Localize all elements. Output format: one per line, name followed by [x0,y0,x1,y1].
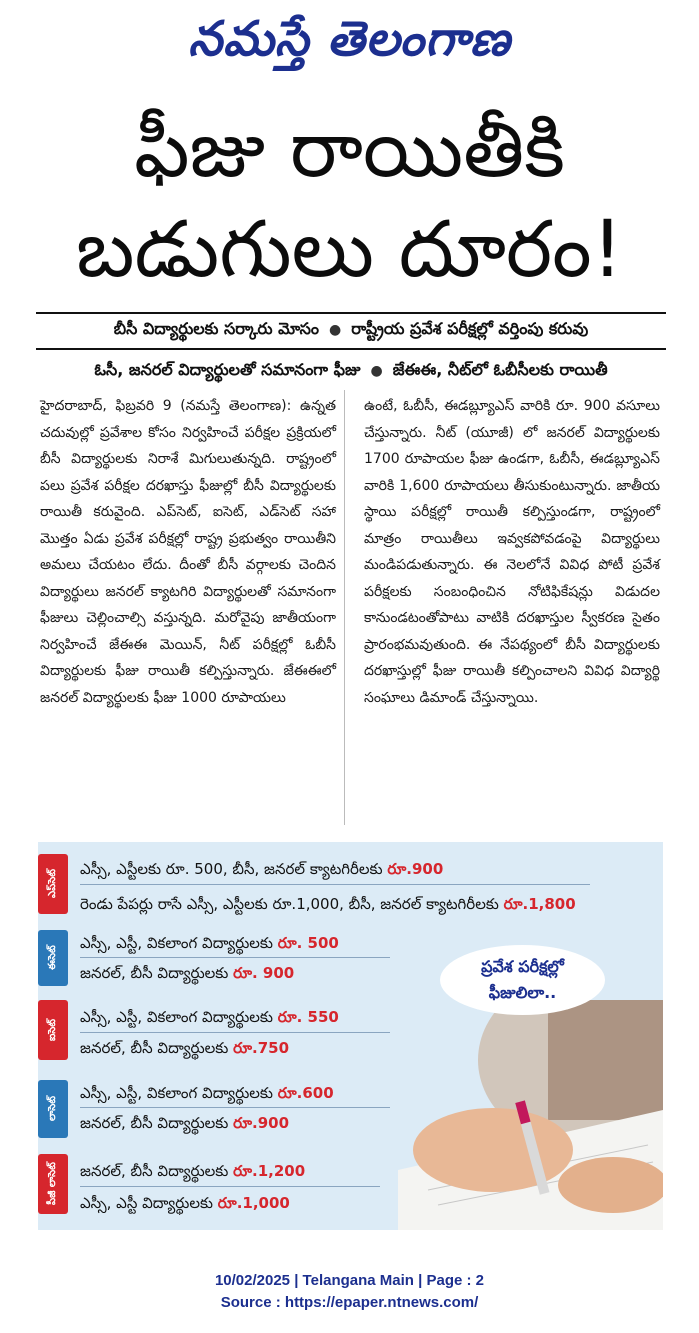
fee-line [80,1006,339,1028]
fees-callout [440,945,605,1015]
article-column-2: ఉంటే, ఓబీసీ, ఈడబ్ల్యూఎస్ వారికి రూ. 900 వసూలు చేస్తున్నారు. నీట్ (యూజీ) లో జనరల్ విద్యార్థులకు 1700 రూపాయల ఫీజు ఉండగా, ఓబీసీ, ఈడబ్ల్యూఎస్ వారికి 1,600 రూపాయలు తీసుకుంటున్నారు. జాతీయ స్థాయి పరీక్షల్లో రాయితీ కల్పిస్తుండగా, రాష్ట్రంలో మాత్రం రాయితీలు ఇవ్వకపోవడంపై విద్యార్థులు మండిపడుతున్నారు. ఈ నెలలోనే వివిధ పోటీ ప్రవేశ పరీక్షలకు సంబంధించిన నోటిఫికేషన్లు విడుదల కానుండటంతోపాటు వాటికి దరఖాస్తుల స్వీకరణ సైతం ప్రారంభమవుతుంది. ఈ నేపథ్యంలో బీసీ విద్యార్థులకు దరఖాస్తుల్లో ఫీజు రాయితీ కల్పించాలని వివిధ విద్యార్థి సంఘాలు డిమాండ్ చేస్తున్నాయి. [364,398,660,706]
fee-block-label: పీజీ లాసెట్ [38,1154,68,1214]
fee-line [80,1112,289,1134]
fee-block-eapcet [38,842,663,922]
fee-amount: రూ.600 [277,1084,334,1102]
article-body [40,393,660,823]
fee-line-text: రెండు పేపర్లు రాసే ఎస్సీ, ఎస్టీలకు రూ.1,000, బీసీ, జనరల్ క్యాటగిరీలకు [80,895,504,913]
fee-line [80,858,443,880]
footer-date-page: 10/02/2025 | Telangana Main | Page : 2 [214,1272,485,1289]
fee-line [80,893,576,915]
headline-line-2: బడుగులు దూరం! [76,205,623,295]
fee-line-text: ఎస్సీ, ఎస్టీ, వికలాంగ విద్యార్థులకు [80,1008,278,1026]
fee-line-text: ఎస్సీ, ఎస్టీలకు రూ. 500, బీసీ, జనరల్ క్యాటగిరీలకు [80,860,388,878]
fee-amount: రూ.1,800 [503,895,576,913]
fee-amount: రూ.750 [233,1039,290,1057]
fee-line-text: జనరల్, బీసీ విద్యార్థులకు [80,964,234,982]
fee-line-text: ఎస్సీ, ఎస్టీ విద్యార్థులకు [80,1194,218,1212]
fee-block-label: లాసెట్ [38,1080,68,1138]
fee-amount: రూ. 900 [233,964,295,982]
headline-line-1: ఫీజు రాయితీకి [134,105,565,195]
subheadline-1 [36,313,666,347]
divider-rule [36,348,666,350]
subheadline-2-left: ఓసీ, జనరల్ విద్యార్థులతో సమానంగా ఫీజు [94,359,361,379]
fee-line [80,932,339,954]
fee-line [80,1037,289,1059]
footer-source-link[interactable]: Source : https://epaper.ntnews.com/ [220,1294,479,1311]
callout-line-2: ఫీజులిలా.. [488,983,557,1002]
headline [20,100,679,300]
fee-line-text: ఎస్సీ, ఎస్టీ, వికలాంగ విద్యార్థులకు [80,934,278,952]
fee-amount: రూ.900 [233,1114,290,1132]
fee-amount: రూ.1,000 [217,1194,290,1212]
masthead-logo: నమస్తే తెలంగాణ [188,11,511,67]
fee-separator [80,1186,380,1187]
bullet-icon: ● [329,322,342,338]
subheadline-2 [36,354,666,388]
fee-block-label: ఈసెట్ [38,930,68,986]
student-writing-photo [398,1000,663,1230]
fee-line [80,1192,290,1214]
fee-line [80,1160,305,1182]
fee-separator [80,1107,390,1108]
fee-amount: రూ.900 [387,860,444,878]
fee-separator [80,957,390,958]
fee-separator [80,1032,390,1033]
subheadline-1-right: రాష్ట్రీయ ప్రవేశ పరీక్షల్లో వర్తింపు కరువు [351,318,589,338]
subheadline-2-right: జేఈఈ, నీట్‌లో ఓబీసీలకు రాయితీ [392,359,608,379]
fee-line [80,962,294,984]
subheadline-1-left: బీసీ విద్యార్థులకు సర్కారు మోసం [113,318,320,338]
fee-block-label: ఎప్‌సెట్ [38,854,68,914]
fee-block-label: ఐసెట్ [38,1000,68,1060]
fee-amount: రూ. 550 [277,1008,339,1026]
fee-separator [80,884,590,885]
fee-amount: రూ. 500 [277,934,339,952]
fee-amount: రూ.1,200 [233,1162,306,1180]
fee-line-text: జనరల్, బీసీ విద్యార్థులకు [80,1162,234,1180]
fee-line-text: ఎస్సీ, ఎస్టీ, వికలాంగ విద్యార్థులకు [80,1084,278,1102]
fee-line-text: జనరల్, బీసీ విద్యార్థులకు [80,1114,234,1132]
fee-line [80,1082,334,1104]
fee-line-text: జనరల్, బీసీ విద్యార్థులకు [80,1039,234,1057]
bullet-icon: ● [370,363,383,379]
article-column-1: హైదరాబాద్, ఫిబ్రవరి 9 (నమస్తే తెలంగాణ): ఉన్నత చదువుల్లో ప్రవేశాల కోసం నిర్వహించే పరీక్షల ప్రక్రియలో బీసీ విద్యార్థులకు నిరాశే మిగులుతున్నది. రాష్ట్రంలో పలు ప్రవేశ పరీక్షల దరఖాస్తు ఫీజుల్లో బీసీ విద్యార్థులకు రాయితీ కరువైంది. ఎప్‌సెట్, ఐసెట్, ఎడ్‌సెట్ సహా మొత్తం ఏడు ప్రవేశ పరీక్షల్లో రాష్ట్ర ప్రభుత్వం రాయితీని అమలు చేయటం లేదు. దీంతో బీసీ వర్గాలకు చెందిన విద్యార్థులు జనరల్ క్యాటగిరి విద్యార్థులతో సమానంగా ఫీజులు చెల్లించాల్సి వస్తున్నది. మరోవైపు జాతీయంగా నిర్వహించే జేఈఈ మెయిన్, నీట్ పరీక్షల్లో ఓబీసీ విద్యార్థులకు ఫీజు రాయితీ కల్పిస్తున్నారు. జేఈఈలో జనరల్ విద్యార్థులకు ఫీజు 1000 రూపాయలు [40,398,336,706]
callout-line-1: ప్రవేశ పరీక్షల్లో [481,957,564,976]
